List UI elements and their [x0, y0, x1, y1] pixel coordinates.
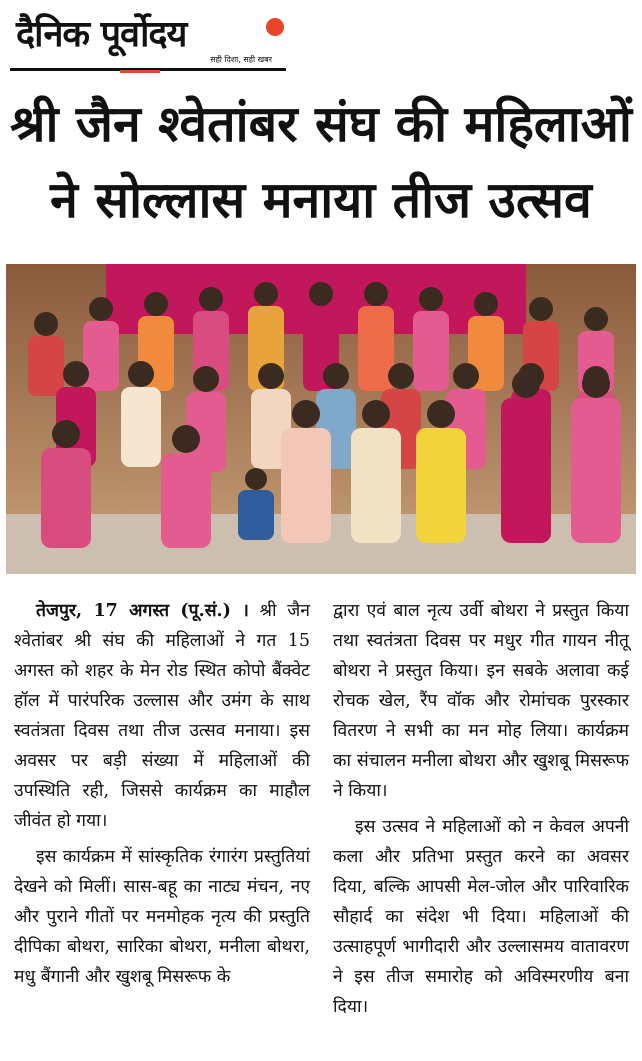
headline-line-1: श्री जैन श्वेतांबर संघ की महिलाओं: [10, 95, 632, 153]
article-column-right: [333, 596, 629, 1028]
newspaper-tagline: सही दिशा, सही खबर: [210, 55, 272, 64]
headline: [0, 86, 642, 238]
article-paragraph-3: द्वारा एवं बाल नृत्य उर्वी बोथरा ने प्रस्तुत किया तथा स्वतंत्रता दिवस पर मधुर गीत गायन नीतू बोथरा ने प्रस्तुत किया। इन सबके अलावा कई रोचक खेल, रैंप वॉक और रोमांचक पुरस्कार वितरण ने सभी का मन मोह लिया। कार्यक्रम का संचालन मनीला बोथरा और खुशबू मिसरूफ ने किया।: [333, 601, 629, 801]
headline-line-2: ने सोल्लास मनाया तीज उत्सव: [50, 171, 592, 229]
article-paragraph-4: इस उत्सव ने महिलाओं को न केवल अपनी कला और प्रतिभा प्रस्तुत करने का अवसर दिया, बल्कि आपसी मेल-जोल और पारिवारिक सौहार्द का संदेश भी दिया। महिलाओं की उत्साहपूर्ण भागीदारी और उल्लासमय वातावरण ने इस तीज समारोह को अविस्मरणीय बना दिया।: [333, 817, 629, 1017]
group-photo-illustration: [6, 264, 636, 574]
masthead: [10, 6, 290, 72]
newspaper-name: दैनिक पूर्वोदय: [16, 14, 187, 55]
article-paragraph-1-text: श्री जैन श्वेतांबर श्री संघ की महिलाओं ने गत 15 अगस्त को शहर के मेन रोड स्थित कोपो बैंक्वेट हॉल में पारंपरिक उल्लास और उमंग के साथ स्वतंत्रता दिवस तथा तीज उत्सव मनाया। इस अवसर पर बड़ी संख्या में महिलाओं की उपस्थिति रही, जिससे कार्यक्रम का माहौल जीवंत हो गया।: [14, 601, 310, 831]
logo-dot-icon: [266, 18, 284, 36]
masthead-accent-rule: [120, 70, 160, 73]
group-photo: [6, 264, 636, 574]
article-paragraph-2: इस कार्यक्रम में सांस्कृतिक रंगारंग प्रस्तुतियां देखने को मिलीं। सास-बहू का नाट्य मंचन, नए और पुराने गीतों पर मनमोहक नृत्य की प्रस्तुति दीपिका बोथरा, सारिका बोथरा, मनीला बोथरा, मधु बैंगानी और खुशबू मिसरूफ के: [14, 847, 310, 987]
dateline: तेजपुर, 17 अगस्त (पू.सं.) ।: [36, 601, 249, 621]
article-paragraph-1: [14, 596, 310, 836]
article-column-left: [14, 596, 310, 998]
